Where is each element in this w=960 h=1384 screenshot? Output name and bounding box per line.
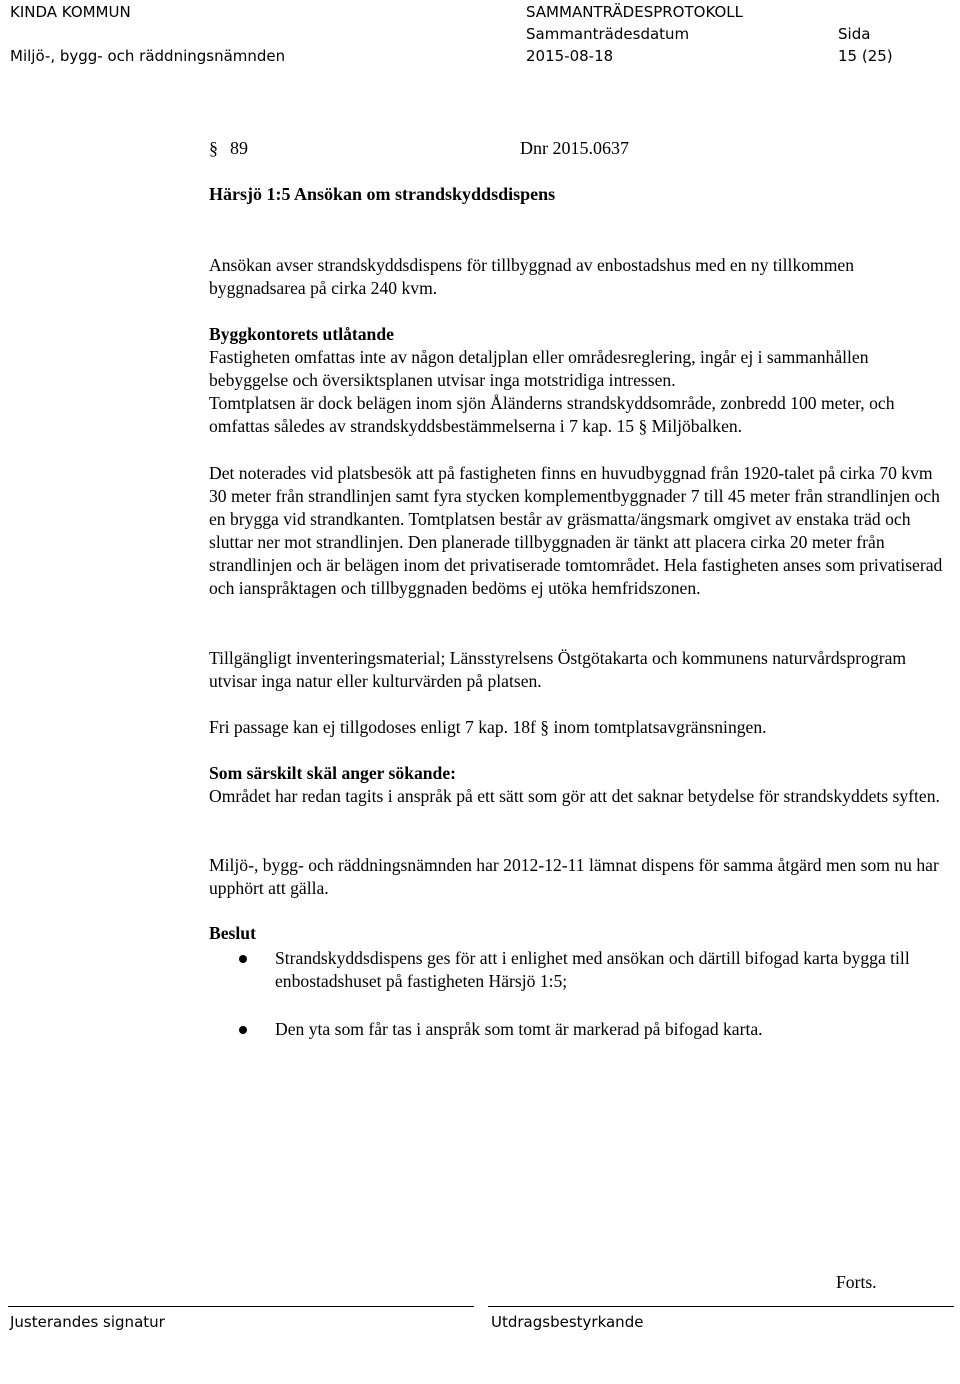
statement-paragraph-2: Tomtplatsen är dock belägen inom sjön Åländerns strandskyddsområde, zonbredd 100 meter, och omfattas således av strandskyddsbestämmelserna i 7 kap. 15 § Miljöbalken. (209, 393, 895, 436)
municipality-name: KINDA KOMMUN (10, 3, 131, 21)
decision-item: Strandskyddsdispens ges för att i enlighet med ansökan och därtill bifogad karta bygga till enbostadshuset på fastigheten Härsjö 1:5; (209, 947, 949, 993)
footer-divider-right (488, 1306, 954, 1307)
case-dnr: Dnr 2015.0637 (520, 138, 629, 158)
statement-heading: Byggkontorets utlåtande (209, 324, 394, 344)
bullet-icon (239, 955, 247, 963)
continued-note: Forts. (836, 1272, 877, 1292)
signature-label: Justerandes signatur (10, 1313, 165, 1331)
inventory-paragraph: Tillgängligt inventeringsmaterial; Länsstyrelsens Östgötakarta och kommunens naturvårdsprogram utvisar inga natur eller kulturvärden på platsen. (209, 648, 907, 691)
committee-name: Miljö-, bygg- och räddningsnämnden (10, 47, 286, 65)
decision-heading: Beslut (209, 923, 256, 943)
bullet-icon (239, 1026, 247, 1034)
page-label: Sida (838, 25, 871, 43)
statement-paragraph-1: Fastigheten omfattas inte av någon detaljplan eller områdesreglering, ingår ej i sammanhållen bebyggelse och översiktsplanen utvisar inga motstridiga intressen. (209, 347, 869, 390)
previous-dispensation-paragraph: Miljö-, bygg- och räddningsnämnden har 2012-12-11 lämnat dispens för samma åtgärd men som nu har upphört att gälla. (209, 855, 939, 898)
meeting-date: 2015-08-18 (526, 47, 614, 65)
page-number: 15 (25) (838, 47, 893, 65)
special-reason-text: Området har redan tagits i anspråk på ett sätt som gör att det saknar betydelse för strandskyddets syften. (209, 786, 940, 806)
document-type: SAMMANTRÄDESPROTOKOLL (526, 3, 743, 21)
site-visit-paragraph: Det noterades vid platsbesök att på fastigheten finns en huvudbyggnad från 1920-talet på cirka 70 kvm 30 meter från strandlinjen samt fyra stycken komplementbyggnader 7 till 45 meter från strandlinjen och en brygga vid strandkanten. Tomtplatsen består av gräsmatta/ängsmark omgivet av enstaka träd och sluttar ner mot strandlinjen. Den planerade tillbyggnaden är tänkt att placera cirka 20 meter från strandlinjen och är belägen inom det privatiserade tomtområdet. Hela fastigheten anses som privatiserad och ianspråktagen och tillbyggnaden bedöms ej utöka hemfridszonen. (209, 463, 943, 598)
passage-paragraph: Fri passage kan ej tillgodoses enligt 7 kap. 18f § inom tomtplatsavgränsningen. (209, 717, 767, 737)
section-symbol: § (209, 138, 218, 158)
section-number: § 89 (209, 138, 248, 158)
special-reason-heading: Som särskilt skäl anger sökande: (209, 763, 457, 783)
certified-label: Utdragsbestyrkande (491, 1313, 644, 1331)
footer-divider-left (8, 1306, 474, 1307)
case-title: Härsjö 1:5 Ansökan om strandskyddsdispens (209, 184, 556, 204)
meeting-date-label: Sammanträdesdatum (526, 25, 690, 43)
decision-item: Den yta som får tas i anspråk som tomt är markerad på bifogad karta. (209, 1018, 949, 1041)
special-reason-section (209, 762, 949, 808)
statement-section (209, 323, 949, 438)
intro-paragraph: Ansökan avser strandskyddsdispens för tillbyggnad av enbostadshus med en ny tillkommen byggnadsarea på cirka 240 kvm. (209, 255, 855, 298)
